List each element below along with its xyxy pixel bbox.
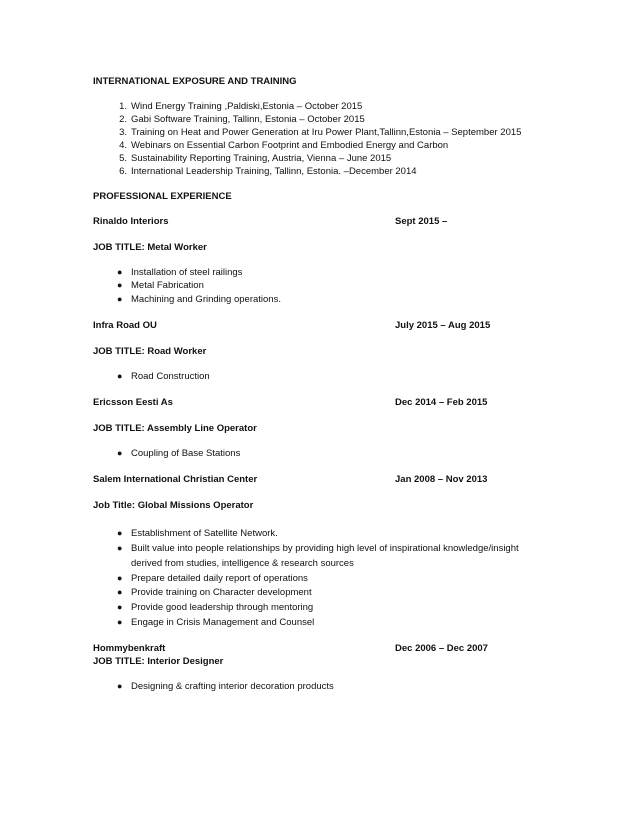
bullet-icon: ● [117, 681, 123, 691]
training-item: 5. Sustainability Reporting Training, Austria, Vienna – June 2015 [119, 153, 392, 164]
duty-item: ● Engage in Crisis Management and Counsel [117, 617, 315, 628]
bullet-icon: ● [117, 371, 123, 381]
training-item: 3. Training on Heat and Power Generation at Iru Power Plant,Tallinn,Estonia – September 2015 [119, 127, 522, 138]
job-title: JOB TITLE: Road Worker [93, 346, 207, 357]
training-item: 6. International Leadership Training, Tallinn, Estonia. –December 2014 [119, 166, 417, 177]
duty-item: ● Built value into people relationships by providing high level of inspirational knowledge/insight [117, 543, 519, 554]
duty-item: ● Machining and Grinding operations. [117, 294, 281, 305]
duty-item: ● Prepare detailed daily report of operations [117, 573, 308, 584]
job-company: Salem International Christian Center [93, 474, 258, 485]
job-dates: Sept 2015 – [395, 216, 448, 227]
bullet-icon: ● [117, 280, 123, 290]
bullet-icon: ● [117, 602, 123, 612]
job-company: Rinaldo Interiors [93, 216, 169, 227]
job-company: Infra Road OU [93, 320, 157, 331]
duty-item: ● Installation of steel railings [117, 267, 243, 278]
duty-item: ● Establishment of Satellite Network. [117, 528, 278, 539]
duty-item: ● Metal Fabrication [117, 280, 204, 291]
job-dates: Dec 2014 – Feb 2015 [395, 397, 488, 408]
job-title: JOB TITLE: Assembly Line Operator [93, 423, 257, 434]
bullet-icon: ● [117, 294, 123, 304]
job-dates: July 2015 – Aug 2015 [395, 320, 491, 331]
duty-item: ● Road Construction [117, 371, 210, 382]
bullet-icon: ● [117, 587, 123, 597]
duty-item: ● Coupling of Base Stations [117, 448, 241, 459]
training-item: 4. Webinars on Essential Carbon Footprint and Embodied Energy and Carbon [119, 140, 449, 151]
job-company: Hommybenkraft [93, 643, 166, 654]
job-title: JOB TITLE: Metal Worker [93, 242, 207, 253]
training-item: 2. Gabi Software Training, Tallinn, Estonia – October 2015 [119, 114, 365, 125]
bullet-icon: ● [117, 448, 123, 458]
job-title: Job Title: Global Missions Operator [93, 500, 254, 511]
duty-item: ● Provide good leadership through mentoring [117, 602, 314, 613]
experience-heading: PROFESSIONAL EXPERIENCE [93, 191, 232, 202]
bullet-icon: ● [117, 528, 123, 538]
bullet-icon: ● [117, 617, 123, 627]
training-item: 1. Wind Energy Training ,Paldiski,Estonia – October 2015 [119, 101, 363, 112]
training-heading: INTERNATIONAL EXPOSURE AND TRAINING [93, 76, 297, 87]
job-dates: Jan 2008 – Nov 2013 [395, 474, 488, 485]
duty-item: ● Provide training on Character development [117, 587, 312, 598]
job-dates: Dec 2006 – Dec 2007 [395, 643, 488, 654]
job-company: Ericsson Eesti As [93, 397, 173, 408]
bullet-icon: ● [117, 573, 123, 583]
duty-item-continuation: derived from studies, intelligence & research sources [131, 558, 354, 569]
bullet-icon: ● [117, 543, 123, 553]
job-title: JOB TITLE: Interior Designer [93, 656, 224, 667]
bullet-icon: ● [117, 267, 123, 277]
duty-item: ● Designing & crafting interior decoration products [117, 681, 334, 692]
